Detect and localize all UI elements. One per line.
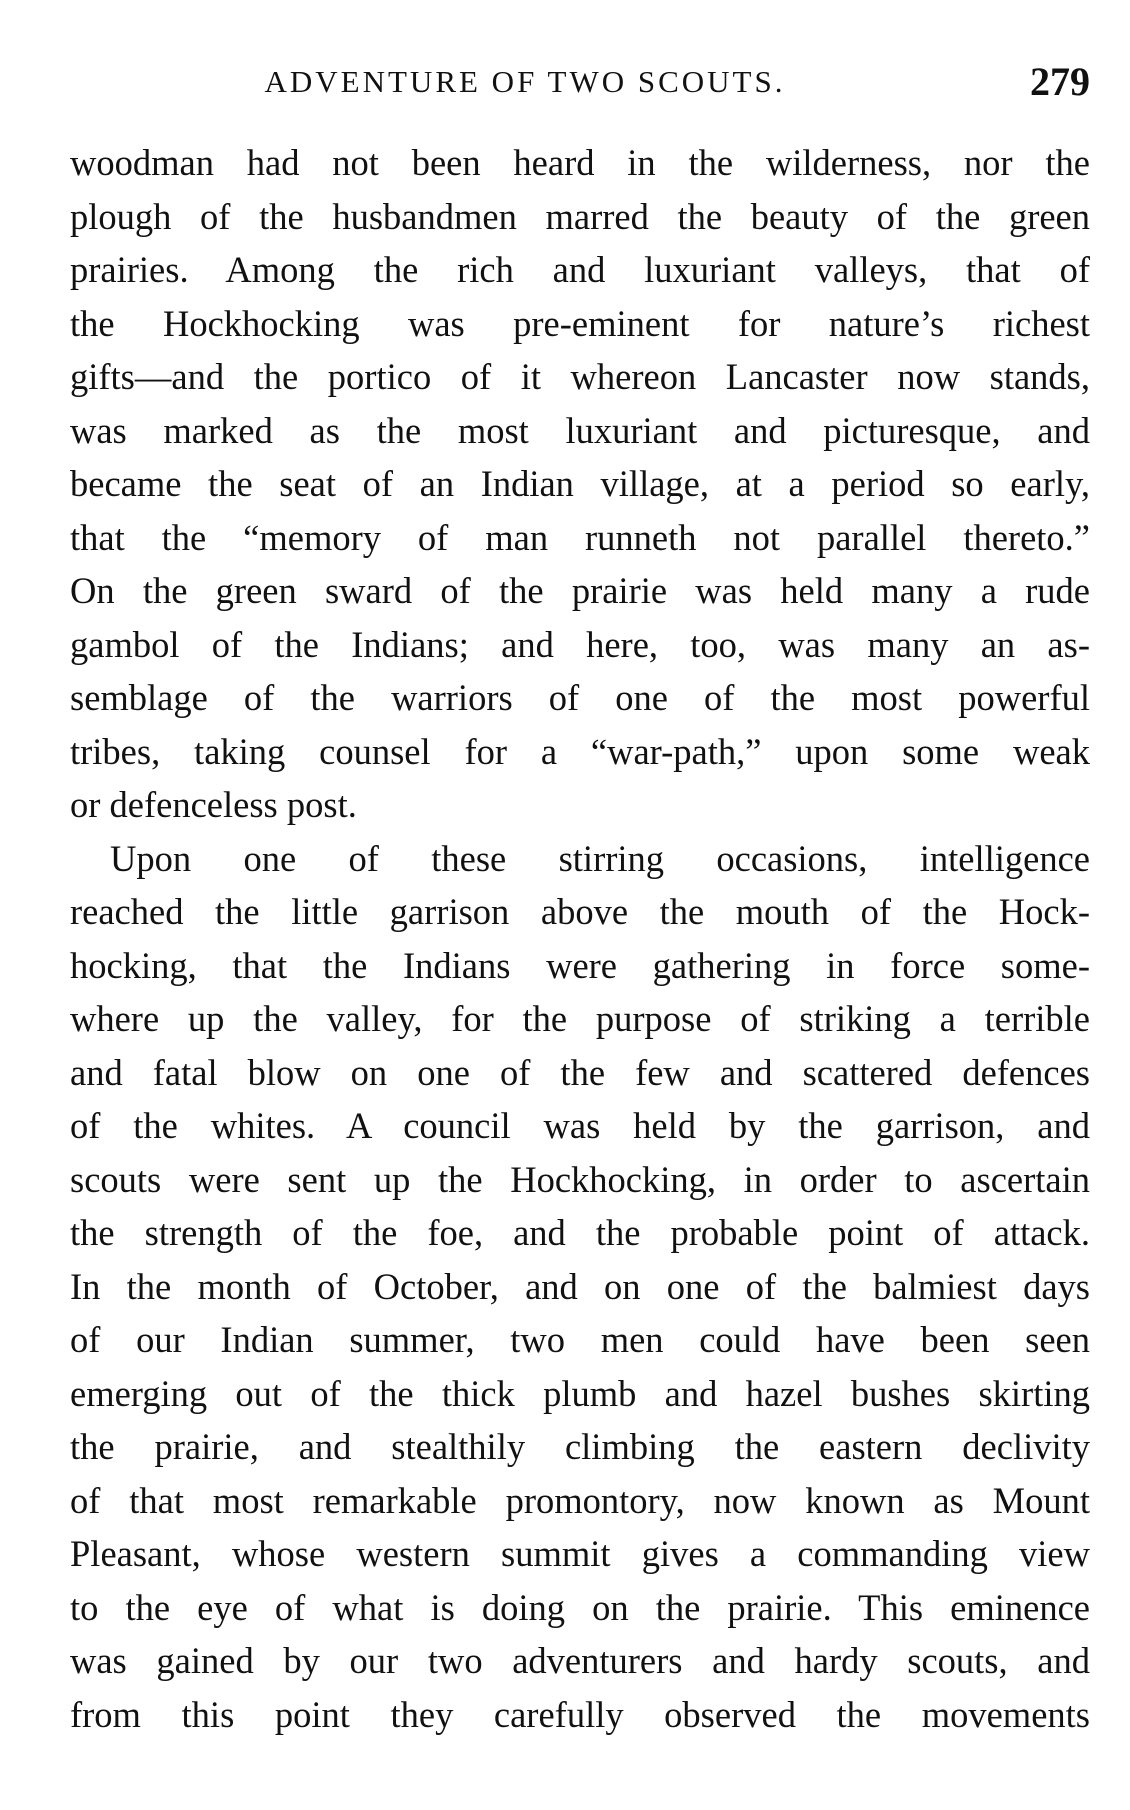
- running-title: ADVENTURE OF TWO SCOUTS.: [264, 64, 786, 99]
- text-line: emerging out of the thick plumb and hazel bushes skirting: [70, 1372, 1090, 1414]
- text-line: from this point they carefully observed the movements: [70, 1693, 1090, 1735]
- text-line: the Hockhocking was pre-eminent for nature’s richest: [70, 302, 1090, 344]
- text-line: prairies. Among the rich and luxuriant valleys, that of: [70, 249, 1090, 290]
- text-line: to the eye of what is doing on the prairie. This eminence: [70, 1586, 1090, 1628]
- text-line: the prairie, and stealthily climbing the eastern declivity: [70, 1426, 1090, 1467]
- text-line: woodman had not been heard in the wilderness, nor the: [70, 142, 1090, 183]
- text-line: where up the valley, for the purpose of striking a terrible: [70, 998, 1090, 1039]
- text-line: was gained by our two adventurers and hardy scouts, and: [70, 1640, 1090, 1681]
- text-line: the strength of the foe, and the probable point of attack.: [70, 1212, 1090, 1253]
- text-line: Upon one of these stirring occasions, intelligence: [110, 837, 1090, 879]
- text-line: of the whites. A council was held by the garrison, and: [70, 1105, 1090, 1146]
- body-text: [70, 136, 1090, 1741]
- text-line: hocking, that the Indians were gathering in force some-: [70, 944, 1090, 986]
- paragraph-1: [70, 136, 1090, 832]
- text-line: semblage of the warriors of one of the most powerful: [70, 677, 1090, 718]
- text-line: gifts—and the portico of it whereon Lancaster now stands,: [70, 356, 1090, 397]
- text-line: became the seat of an Indian village, at a period so early,: [70, 463, 1090, 504]
- running-head: [70, 58, 1090, 108]
- book-page: [70, 0, 1090, 1810]
- text-line: that the “memory of man runneth not parallel thereto.”: [70, 516, 1090, 558]
- text-line: of our Indian summer, two men could have been seen: [70, 1319, 1090, 1360]
- text-line: scouts were sent up the Hockhocking, in order to ascertain: [70, 1158, 1090, 1200]
- text-line: was marked as the most luxuriant and picturesque, and: [70, 409, 1090, 451]
- text-line: In the month of October, and on one of the balmiest days: [70, 1265, 1090, 1307]
- text-line: Pleasant, whose western summit gives a commanding view: [70, 1533, 1090, 1574]
- page-number: 279: [1030, 59, 1090, 104]
- paragraph-2: [70, 832, 1090, 1742]
- text-line: of that most remarkable promontory, now known as Mount: [70, 1479, 1090, 1521]
- text-line: or defenceless post.: [70, 784, 357, 825]
- text-line: plough of the husbandmen marred the beauty of the green: [70, 195, 1090, 237]
- text-line: and fatal blow on one of the few and scattered defences: [70, 1051, 1090, 1093]
- text-line: gambol of the Indians; and here, too, was many an as-: [70, 623, 1090, 665]
- text-line: tribes, taking counsel for a “war-path,” upon some weak: [70, 730, 1090, 772]
- text-line: reached the little garrison above the mouth of the Hock-: [70, 891, 1090, 932]
- text-line: On the green sward of the prairie was held many a rude: [70, 570, 1090, 611]
